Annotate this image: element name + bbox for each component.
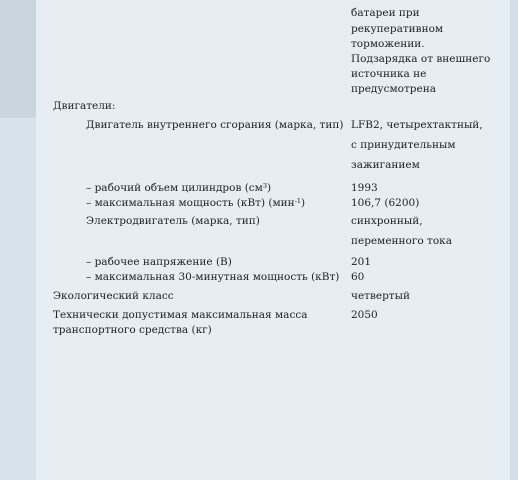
displacement-value: 1993 <box>351 182 378 194</box>
ice-value-line-1: LFB2, четырехтактный, <box>351 119 483 131</box>
cont-line-6: предусмотрена <box>351 83 436 95</box>
voltage-label: – рабочее напряжение (В) <box>86 256 232 268</box>
background-panel-top-left <box>0 0 36 118</box>
background-panel-right <box>510 0 518 480</box>
ice-label: Двигатель внутреннего сгорания (марка, тип) <box>86 119 344 131</box>
engines-heading: Двигатели: <box>53 100 116 112</box>
cont-line-2: рекуперативном <box>351 23 444 35</box>
max-power-value: 106,7 (6200) <box>351 197 420 209</box>
mass-value: 2050 <box>351 309 378 321</box>
voltage-value: 201 <box>351 256 372 268</box>
cont-line-4: Подзарядка от внешнего <box>351 53 491 65</box>
cont-line-1: батареи при <box>351 7 420 19</box>
mass-label-line-1: Технически допустимая максимальная масса <box>53 309 308 321</box>
eco-class-label: Экологический класс <box>53 290 174 302</box>
electric-motor-value-line-1: синхронный, <box>351 215 423 227</box>
electric-motor-label: Электродвигатель (марка, тип) <box>86 215 260 227</box>
background-panel-left <box>0 118 36 480</box>
max-power-label: – максимальная мощность (кВт) (мин$^{-1}$) <box>86 197 306 209</box>
ice-value-line-3: зажиганием <box>351 159 420 171</box>
displacement-label: – рабочий объем цилиндров $(см^3)$ <box>86 182 272 194</box>
mass-label-line-2: транспортного средства (кг) <box>53 324 212 336</box>
max-30min-power-label: – максимальная 30-минутная мощность (кВт) <box>86 271 340 283</box>
ice-value-line-2: с принудительным <box>351 139 456 151</box>
electric-motor-value-line-2: переменного тока <box>351 235 452 247</box>
max-30min-power-value: 60 <box>351 271 365 283</box>
cont-line-5: источника не <box>351 68 427 80</box>
cont-line-3: торможении. <box>351 38 425 50</box>
eco-class-value: четвертый <box>351 290 410 302</box>
